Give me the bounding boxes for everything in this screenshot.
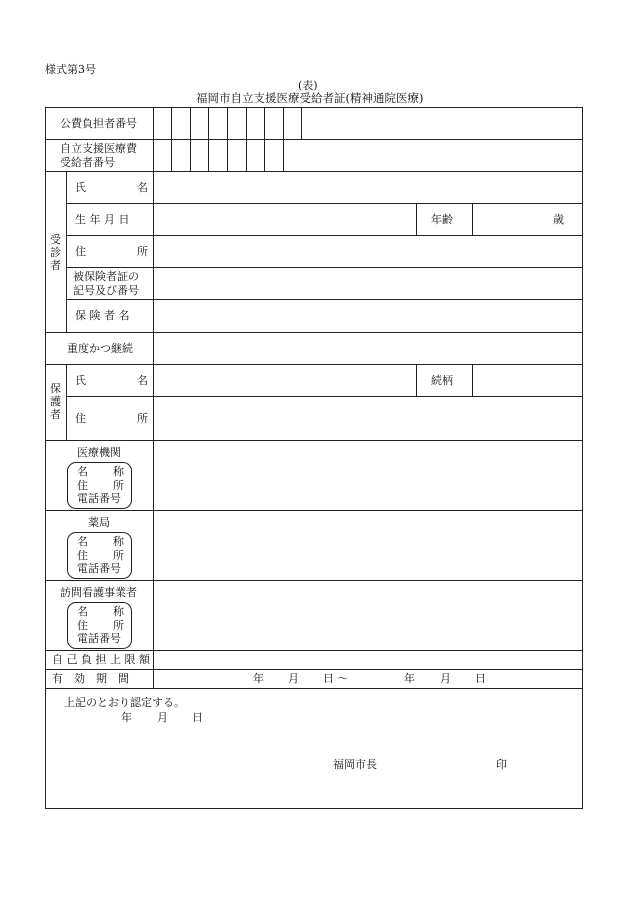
insurance-card-label-line2: 記号及び番号 — [73, 284, 139, 297]
certificate-title: 福岡市自立支援医療受給者証(精神通院医療) — [196, 91, 424, 105]
guardian-name-label-b: 名 — [137, 374, 148, 387]
pharmacy-phone-label: 電話番号 — [77, 562, 121, 575]
patient-name-label-b: 名 — [137, 181, 148, 194]
group-column-divider — [66, 171, 67, 332]
insurance-card-label-line1: 被保険者証の — [73, 270, 139, 283]
digit-box-divider — [246, 107, 247, 139]
row-divider — [66, 299, 583, 300]
guardian-address-label-b: 所 — [137, 412, 148, 425]
certification-year: 年 — [121, 711, 132, 724]
medical-name-label-a: 名 — [77, 465, 88, 478]
row-divider — [66, 267, 583, 268]
digit-box-divider — [301, 107, 302, 139]
patient-address-label-a: 住 — [75, 245, 86, 258]
severe-continuing-label: 重度かつ継続 — [67, 342, 133, 355]
certification-statement: 上記のとおり認定する。 — [64, 696, 185, 709]
digit-box-divider — [264, 107, 265, 139]
digit-box-divider — [227, 139, 228, 171]
row-divider — [45, 650, 583, 651]
row-divider — [45, 688, 583, 689]
nursing-name-label-b: 称 — [113, 605, 124, 618]
medical-name-label-b: 称 — [113, 465, 124, 478]
seal-label: 印 — [496, 758, 507, 771]
period-year-end: 年 — [404, 672, 415, 685]
period-year-start: 年 — [253, 672, 264, 685]
visiting-nursing-label: 訪問看護事業者 — [60, 586, 137, 599]
row-divider — [45, 440, 583, 441]
row-divider — [45, 332, 583, 333]
period-day-start: 日 〜 — [323, 672, 349, 685]
outer-border-top — [45, 107, 583, 108]
relationship-column-divider — [416, 364, 417, 396]
outer-border-bottom — [45, 808, 583, 809]
recipient-number-label-line2: 受給者番号 — [60, 156, 115, 169]
row-divider — [45, 580, 583, 581]
age-unit: 歳 — [553, 213, 564, 226]
row-divider — [66, 203, 583, 204]
row-divider — [45, 364, 583, 365]
nursing-name-label-a: 名 — [77, 605, 88, 618]
certification-day: 日 — [192, 711, 203, 724]
digit-box-divider — [171, 139, 172, 171]
digit-box-divider — [208, 139, 209, 171]
pharmacy-label: 薬局 — [88, 516, 110, 529]
nursing-address-label-a: 住 — [77, 619, 88, 632]
guardian-address-label-a: 住 — [75, 412, 86, 425]
pharmacy-address-label-a: 住 — [77, 549, 88, 562]
row-divider — [66, 235, 583, 236]
insurer-name-label: 保 険 者 名 — [75, 309, 130, 322]
patient-group-label: 受診者 — [50, 233, 61, 272]
medical-institution-label: 医療機関 — [77, 446, 121, 459]
guardian-group-label: 保護者 — [50, 382, 61, 421]
digit-box-divider — [208, 107, 209, 139]
label-column-divider — [153, 107, 154, 688]
age-column-divider — [472, 203, 473, 235]
row-divider — [45, 139, 583, 140]
row-divider — [45, 510, 583, 511]
age-label: 年齢 — [431, 213, 453, 226]
relationship-column-divider — [472, 364, 473, 396]
birth-date-label: 生 年 月 日 — [75, 213, 130, 226]
pharmacy-name-label-a: 名 — [77, 535, 88, 548]
row-divider — [45, 171, 583, 172]
recipient-number-label-line1: 自立支援医療費 — [60, 142, 137, 155]
patient-name-label-a: 氏 — [75, 181, 86, 194]
relationship-label: 続柄 — [431, 374, 453, 387]
form-number: 様式第3号 — [45, 63, 96, 76]
digit-box-divider — [246, 139, 247, 171]
public-payer-number-label: 公費負担者番号 — [60, 117, 137, 130]
digit-box-divider — [264, 139, 265, 171]
medical-phone-label: 電話番号 — [77, 492, 121, 505]
digit-box-divider — [283, 107, 284, 139]
certification-month: 月 — [157, 711, 168, 724]
nursing-phone-label: 電話番号 — [77, 632, 121, 645]
period-day-end: 日 — [475, 672, 486, 685]
medical-address-label-a: 住 — [77, 479, 88, 492]
digit-box-divider — [283, 139, 284, 171]
outer-border-right — [582, 107, 583, 809]
row-divider — [45, 669, 583, 670]
age-column-divider — [416, 203, 417, 235]
guardian-name-label-a: 氏 — [75, 374, 86, 387]
period-month-start: 月 — [288, 672, 299, 685]
digit-box-divider — [190, 107, 191, 139]
period-month-end: 月 — [440, 672, 451, 685]
group-column-divider — [66, 364, 67, 440]
medical-address-label-b: 所 — [113, 479, 124, 492]
patient-address-label-b: 所 — [137, 245, 148, 258]
outer-border-left — [45, 107, 46, 809]
mayor-label: 福岡市長 — [333, 758, 377, 771]
nursing-address-label-b: 所 — [113, 619, 124, 632]
digit-box-divider — [171, 107, 172, 139]
copay-limit-label: 自 己 負 担 上 限 額 — [52, 653, 150, 666]
valid-period-label: 有 効 期 間 — [52, 672, 129, 685]
digit-box-divider — [190, 139, 191, 171]
row-divider — [66, 396, 583, 397]
pharmacy-name-label-b: 称 — [113, 535, 124, 548]
pharmacy-address-label-b: 所 — [113, 549, 124, 562]
digit-box-divider — [227, 107, 228, 139]
side-label: (表) — [298, 79, 318, 92]
